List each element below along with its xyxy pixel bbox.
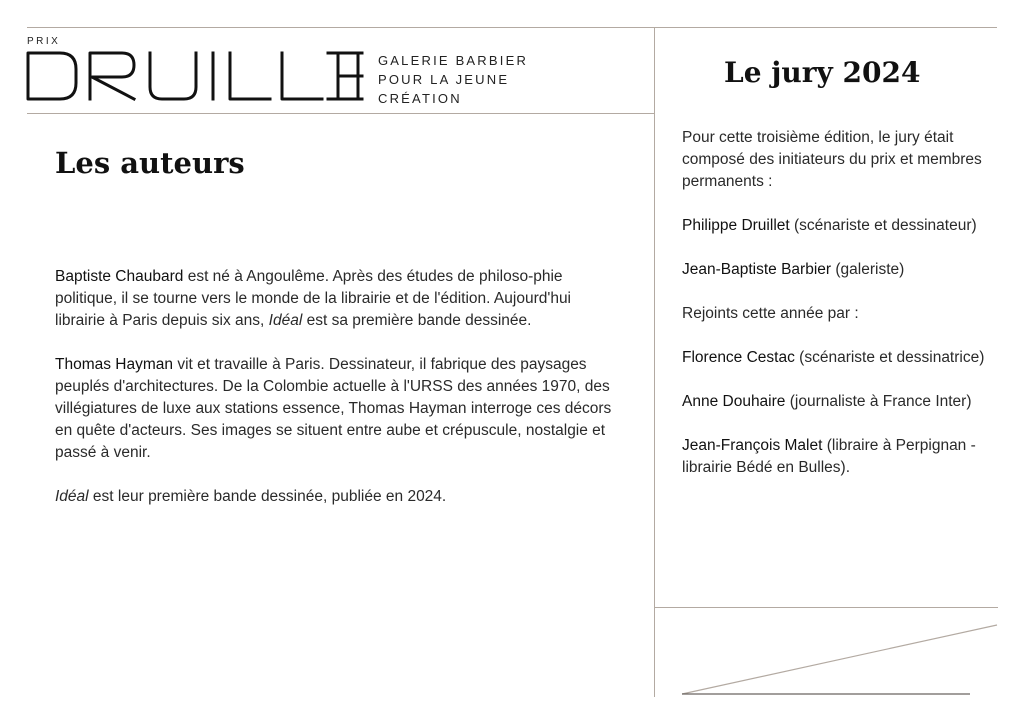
- jury-member-role: (scénariste et dessinatrice): [794, 349, 985, 366]
- author-1-bio-b: est sa première bande dessinée.: [302, 312, 532, 329]
- logo-tagline: [378, 51, 528, 108]
- tagline-line-2: POUR LA JEUNE: [378, 72, 510, 87]
- jury-member-name: Jean-François Malet: [682, 437, 823, 454]
- jury-member: [682, 215, 992, 237]
- author-1-name: Baptiste Chaubard: [55, 268, 184, 285]
- jury-member: [682, 391, 992, 413]
- top-rule: [27, 27, 997, 28]
- jury-member-name: Jean-Baptiste Barbier: [682, 261, 832, 278]
- closing-paragraph: [55, 486, 615, 508]
- jury-text: [682, 127, 992, 501]
- book-title: Idéal: [268, 312, 303, 329]
- jury-member: [682, 259, 992, 281]
- jury-joined-text: Rejoints cette année par :: [682, 305, 859, 322]
- column-divider: [654, 27, 655, 697]
- tagline-line-3: CRÉATION: [378, 91, 462, 106]
- authors-title: Les auteurs: [55, 146, 245, 180]
- jury-intro: Pour cette troisième édition, le jury était composé des initiateurs du prix et membres permanents :: [682, 129, 982, 190]
- author-2-name: Thomas Hayman: [55, 356, 174, 373]
- jury-bottom-rule: [654, 607, 998, 608]
- header-bottom-rule: [27, 113, 654, 114]
- druillet-logo: [26, 50, 366, 102]
- author-1-bio-a: est né à Angoulême. Après des études de philoso-phie politique, il se tourne vers le monde de la librairie et de l'édition. Aujourd'hui librairie à Paris depuis six ans,: [55, 268, 572, 329]
- closing-text: est leur première bande dessinée, publiée en 2024.: [88, 488, 447, 505]
- jury-member-role: (journaliste à France Inter): [785, 393, 972, 410]
- authors-text: [55, 266, 615, 530]
- jury-member-name: Florence Cestac: [682, 349, 795, 366]
- jury-member: [682, 347, 992, 369]
- author-2-bio: vit et travaille à Paris. Dessinateur, il fabrique des paysages peuplés d'architectures. De la Colombie actuelle à l'URSS des années 1970, des villégiatures de luxe aux stations essence, Thomas Hayman interroge ces décors en quête d'acteurs. Ses images se situent entre aube et crépuscule, nostalgie et passé à venir.: [55, 356, 612, 461]
- jury-member: [682, 435, 992, 479]
- jury-member-role: (galeriste): [831, 261, 905, 278]
- prix-label: PRIX: [27, 36, 61, 47]
- jury-member-role: (libraire à Perpignan - librairie Bédé en Bulles).: [682, 437, 976, 476]
- closing-book-title: Idéal: [55, 488, 89, 505]
- author-2-paragraph: [55, 354, 615, 464]
- jury-title: Le jury 2024: [724, 56, 921, 89]
- diagonal-line: [682, 625, 997, 694]
- jury-member-name: Philippe Druillet: [682, 217, 790, 234]
- tagline-line-1: GALERIE BARBIER: [378, 53, 529, 68]
- jury-member-name: Anne Douhaire: [682, 393, 786, 410]
- jury-member-role: (scénariste et dessinateur): [789, 217, 977, 234]
- author-1-paragraph: [55, 266, 615, 332]
- corner-decoration: [680, 620, 1000, 700]
